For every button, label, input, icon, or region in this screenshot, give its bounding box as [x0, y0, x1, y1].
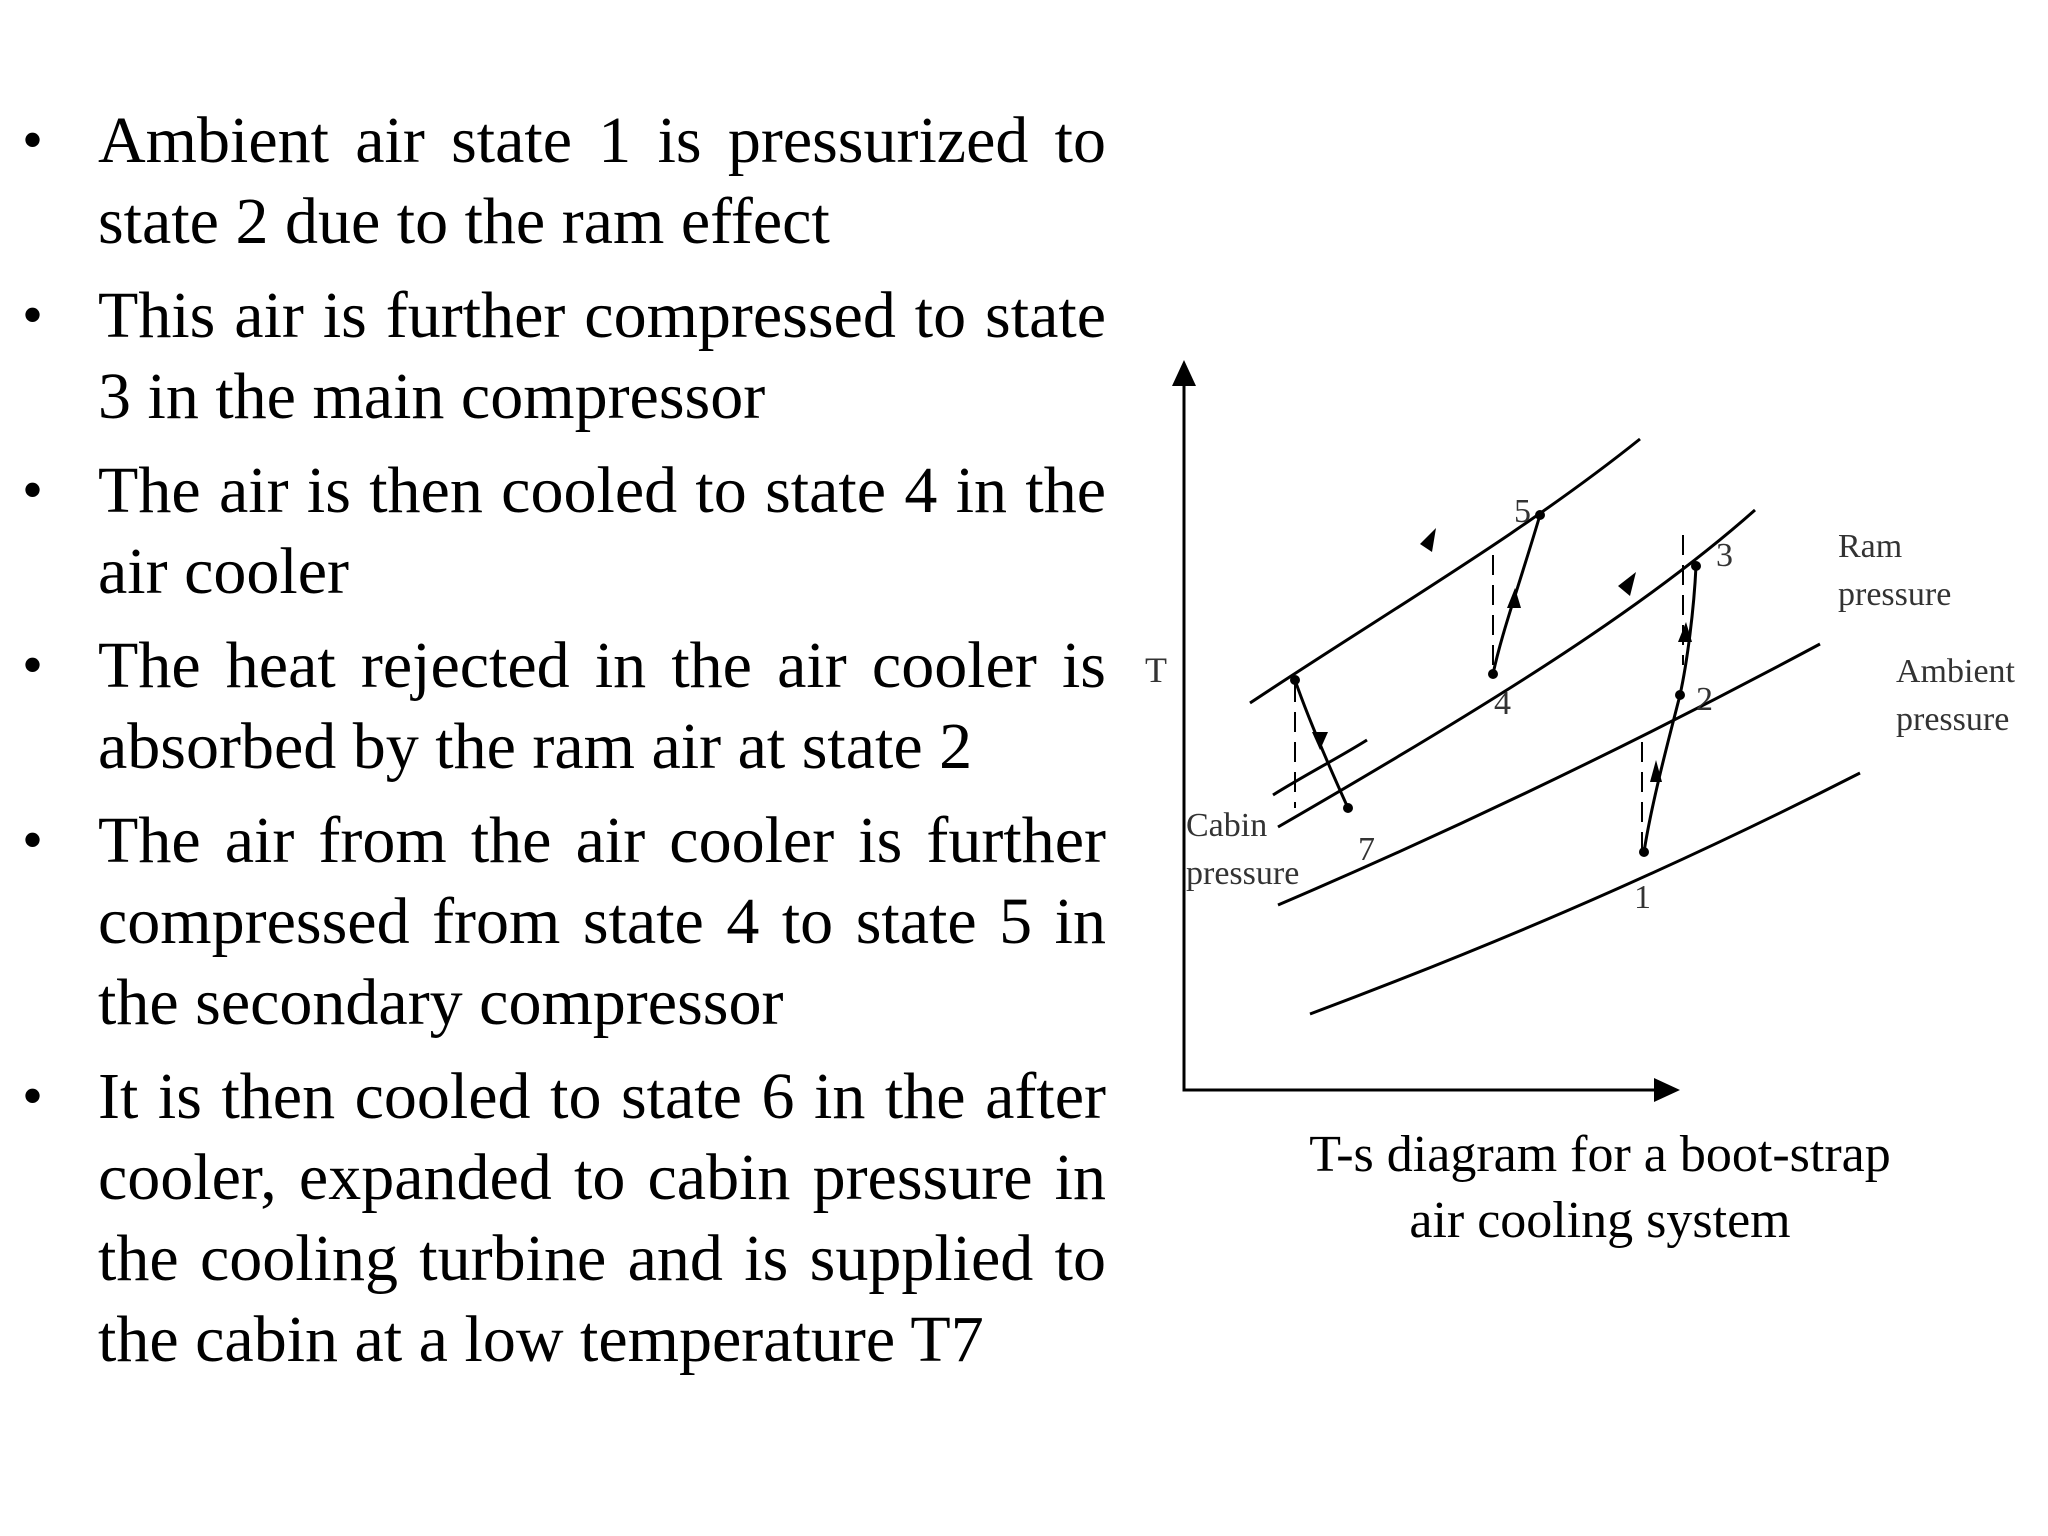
- caption-line: T-s diagram for a boot-strap: [1309, 1126, 1891, 1183]
- ambient-pressure-label: pressure: [1896, 701, 2010, 738]
- bullet-dot-icon: •: [22, 807, 44, 873]
- bullet-item: [0, 625, 1120, 787]
- caption-line: air cooling system: [1409, 1192, 1791, 1249]
- bullet-text: The heat rejected in the air cooler is absorbed by the ram air at state 2: [98, 629, 1106, 783]
- compression-arrow-icon: [1507, 588, 1521, 608]
- bullet-dot-icon: •: [22, 632, 44, 698]
- bullet-text: It is then cooled to state 6 in the after cooler, expanded to cabin pressure in the cooling turbine and is supplied to the cabin at a low temperature T7: [98, 1060, 1106, 1376]
- bullet-dot-icon: •: [22, 282, 44, 348]
- ambient-pressure-curve: [1310, 773, 1860, 1014]
- bullet-dot-icon: •: [22, 457, 44, 523]
- state-point-2: [1675, 690, 1685, 700]
- t-axis-arrow-icon: [1172, 360, 1196, 386]
- bullet-list: [0, 100, 1120, 1393]
- state-label-7: 7: [1358, 831, 1375, 868]
- state-label-1: 1: [1634, 879, 1651, 916]
- ram-pressure-label: pressure: [1838, 576, 1952, 613]
- bullet-dot-icon: •: [22, 107, 44, 173]
- state-point-1: [1639, 847, 1649, 857]
- bullet-item: [0, 100, 1120, 262]
- bullet-item: [0, 1056, 1120, 1380]
- ambient-pressure-label: Ambient: [1896, 653, 2015, 690]
- ts-diagram-svg: [1090, 360, 2048, 1140]
- cabin-pressure-label: Cabin: [1186, 807, 1268, 844]
- state-point-5: [1535, 510, 1545, 520]
- t-axis-label: T: [1145, 650, 1167, 690]
- bullet-text: Ambient air state 1 is pressurized to state 2 due to the ram effect: [98, 104, 1106, 258]
- s-axis-arrow-icon: [1654, 1078, 1680, 1102]
- state-label-5: 5: [1514, 493, 1531, 530]
- bullet-text: The air is then cooled to state 4 in the air cooler: [98, 454, 1106, 608]
- expansion-arrow-icon: [1312, 732, 1328, 750]
- cooling-arrow-icon: [1420, 528, 1436, 552]
- state-point-3: [1691, 561, 1701, 571]
- state-label-3: 3: [1716, 537, 1733, 574]
- bullet-text: This air is further compressed to state 3 in the main compressor: [98, 279, 1106, 433]
- state-point-7: [1343, 803, 1353, 813]
- bullet-item: [0, 450, 1120, 612]
- p5-pressure-curve: [1250, 439, 1640, 703]
- bullet-text: The air from the air cooler is further compressed from state 4 to state 5 in the secondary compressor: [98, 804, 1106, 1039]
- state-label-2: 2: [1696, 681, 1713, 718]
- cooling-arrow-icon: [1618, 572, 1636, 596]
- ram-pressure-label: Ram: [1838, 528, 1903, 565]
- axes: [1184, 376, 1660, 1090]
- state-label-4: 4: [1494, 685, 1511, 722]
- bullet-item: [0, 275, 1120, 437]
- state-point-4: [1488, 669, 1498, 679]
- compression-1-2-3-curve: [1644, 566, 1696, 852]
- p3-pressure-curve: [1278, 510, 1755, 827]
- bullet-dot-icon: •: [22, 1063, 44, 1129]
- state-point-6: [1290, 675, 1300, 685]
- diagram-caption: [1230, 1122, 1970, 1254]
- cabin-pressure-label: pressure: [1186, 855, 1300, 892]
- ts-diagram: [1090, 360, 2048, 1140]
- bullet-item: [0, 800, 1120, 1043]
